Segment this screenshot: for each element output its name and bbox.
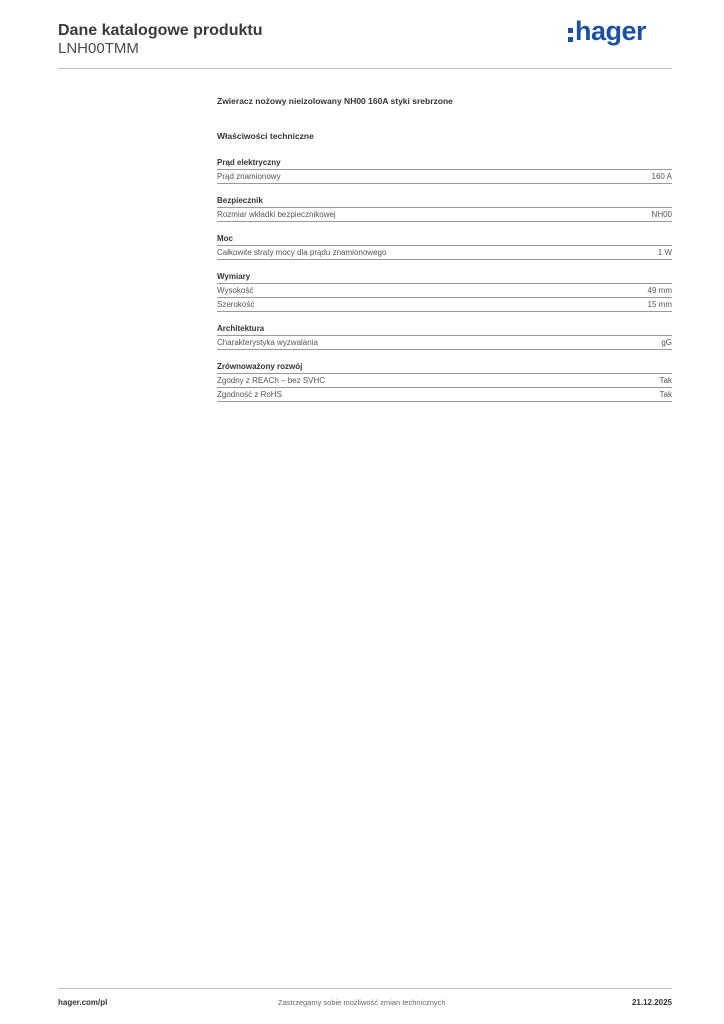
product-description: Zwieracz nożowy nieizolowany NH00 160A styki srebrzone	[217, 96, 453, 106]
logo-text: hager	[575, 16, 647, 46]
page-title: Dane katalogowe produktu	[58, 22, 263, 39]
group-title: Bezpiecznik	[217, 196, 672, 208]
hager-logo	[568, 16, 646, 47]
footer-website-link[interactable]: hager.com/pl	[58, 998, 108, 1007]
section-title: Właściwości techniczne	[217, 131, 314, 141]
spec-row	[217, 208, 672, 222]
spec-row	[217, 374, 672, 388]
product-code: LNH00TMM	[58, 40, 139, 57]
spec-group	[217, 196, 672, 222]
spec-label: Zgodny z REACh – bez SVHC	[217, 376, 326, 385]
spec-row	[217, 170, 672, 184]
spec-row	[217, 246, 672, 260]
spec-value: 49 mm	[647, 286, 672, 295]
spec-value: 1 W	[657, 248, 672, 257]
footer-divider	[58, 988, 672, 989]
spec-group	[217, 272, 672, 312]
spec-row	[217, 336, 672, 350]
spec-group	[217, 324, 672, 350]
spec-label: Zgodność z RoHS	[217, 390, 282, 399]
group-title: Zrównoważony rozwój	[217, 362, 672, 374]
group-title: Architektura	[217, 324, 672, 336]
logo-dots-icon	[568, 28, 573, 42]
spec-row	[217, 284, 672, 298]
spec-row	[217, 298, 672, 312]
spec-group	[217, 158, 672, 184]
group-title: Moc	[217, 234, 672, 246]
spec-label: Rozmiar wkładki bezpiecznikowej	[217, 210, 336, 219]
group-title: Prąd elektryczny	[217, 158, 672, 170]
spec-value: Tak	[659, 390, 672, 399]
spec-value: NH00	[651, 210, 672, 219]
spec-label: Szerokość	[217, 300, 255, 309]
spec-label: Całkowite straty mocy dla prądu znamionowego	[217, 248, 387, 257]
spec-value: Tak	[659, 376, 672, 385]
spec-label: Wysokość	[217, 286, 254, 295]
spec-value: gG	[661, 338, 672, 347]
spec-row	[217, 388, 672, 402]
spec-group	[217, 362, 672, 402]
spec-value: 160 A	[651, 172, 672, 181]
spec-value: 15 mm	[647, 300, 672, 309]
spec-label: Prąd znamionowy	[217, 172, 281, 181]
spec-label: Charakterystyka wyzwalania	[217, 338, 318, 347]
group-title: Wymiary	[217, 272, 672, 284]
header-divider	[58, 68, 672, 69]
footer-disclaimer: Zastrzegamy sobie możliwość zmian technicznych	[278, 998, 446, 1007]
spec-group	[217, 234, 672, 260]
spec-content	[217, 96, 672, 414]
footer-date: 21.12.2025	[631, 998, 672, 1007]
